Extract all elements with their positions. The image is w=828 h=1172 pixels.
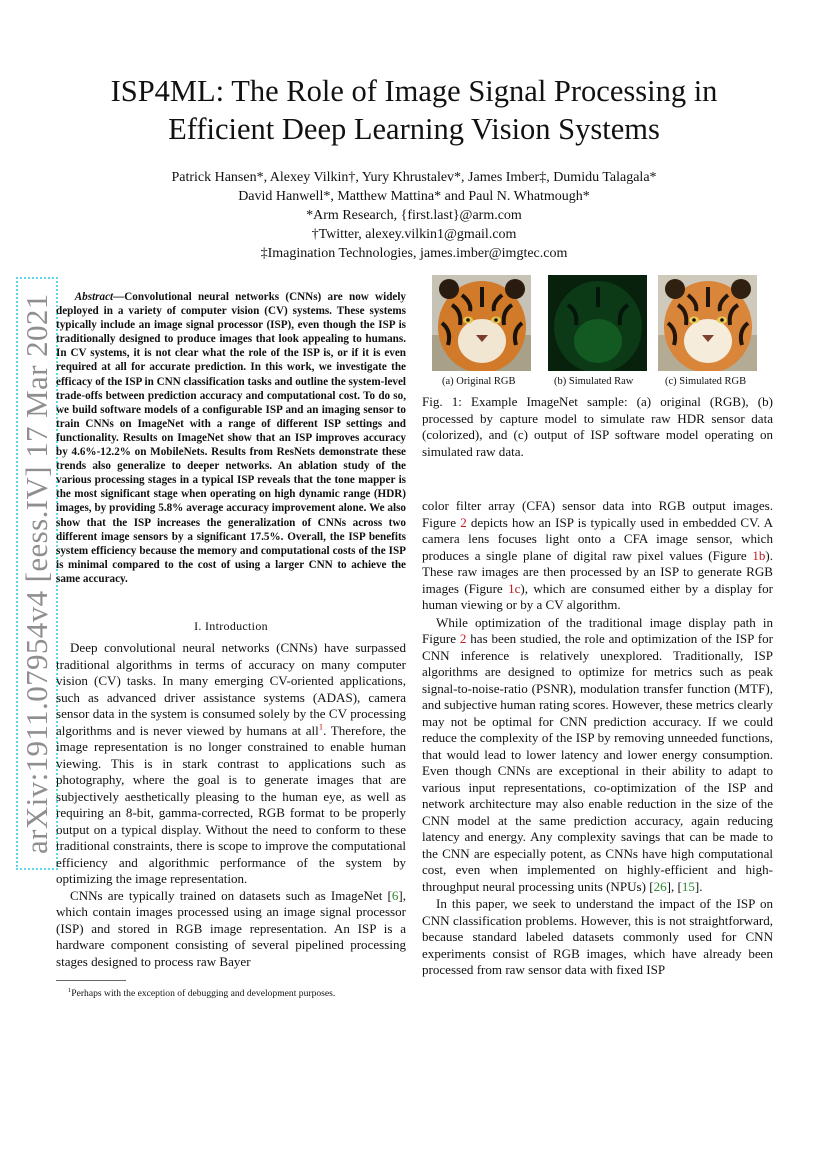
right-p1-text-b: depicts how an ISP is typically used in embedded CV. A camera lens focuses light onto a CFA image sensor, which produces a single plane of digital raw pixel values (Figure [422, 514, 773, 563]
right-p1-text-c: ). These raw images are then processed by an ISP to generate RGB images (Figure [422, 547, 773, 596]
right-p1-text-a: color filter array (CFA) sensor data into RGB output images. Figure [422, 498, 773, 530]
section-heading-introduction [56, 619, 406, 634]
abstract [56, 290, 406, 586]
figure-1c-link[interactable]: 1c [508, 580, 521, 596]
footnote-mark: 1 [68, 986, 72, 994]
footnote-text: Perhaps with the exception of debugging and development purposes. [71, 988, 336, 999]
intro-paragraph-1 [56, 640, 406, 888]
citation-6[interactable]: 6 [391, 887, 399, 903]
author-list-line-2: David Hanwell*, Matthew Mattina* and Paul N. Whatmough* [238, 189, 590, 204]
right-p1-text-d: ), which are consumed either by a display for human viewing or by a CV algorithm. [422, 580, 773, 612]
section-title: Introduction [205, 619, 268, 633]
intro-p1-text-a: Deep convolutional neural networks (CNNs) have surpassed traditional algorithms in terms of accuracy on many computer vision (CV) tasks. In many emerging CV-oriented applications, such as advanced driver assistance systems (ADAS), camera sensor data in the system is consumed solely by the CV processing algorithms and is never viewed by humans at all [56, 640, 406, 738]
right-paragraph-3: In this paper, we seek to understand the impact of the ISP on CNN classification problems. However, this is not straightforward, because standard labeled datasets commonly used for CNN experiments consist of RGB images, which have already been processed from raw sensor data with fixed ISP [422, 896, 773, 977]
subcaption-b: (b) Simulated Raw [554, 376, 634, 387]
paper-title-line-2: Efficient Deep Learning Vision Systems [168, 112, 660, 146]
intro-p2-text-a: CNNs are typically trained on datasets such as ImageNet [ [70, 887, 392, 903]
right-p2-text-a: While optimization of the traditional image display path in Figure [422, 614, 773, 646]
arxiv-identifier-stamp: arXiv:1911.07954v4 [eess.IV] 17 Mar 2021 [16, 277, 58, 870]
paper-title-line-1: ISP4ML: The Role of Image Signal Processing in [110, 74, 718, 108]
author-block [40, 168, 788, 263]
figure-2-link[interactable]: 2 [460, 514, 467, 530]
paper-title [40, 72, 788, 148]
subcaption-a: (a) Original RGB [442, 376, 516, 387]
right-p2-text-c: ], [ [666, 878, 682, 894]
abstract-lead: Abstract [74, 291, 114, 303]
tiger-simulated-rgb-image [658, 275, 757, 371]
left-column-body [56, 640, 406, 970]
footnote-1 [56, 988, 406, 1000]
affiliation-twitter: †Twitter, alexey.vilkin1@gmail.com [311, 227, 517, 242]
footnote-divider [56, 980, 126, 981]
subcaption-c: (c) Simulated RGB [665, 376, 747, 387]
figure-1-images [432, 275, 782, 375]
figure-1-caption: Fig. 1: Example ImageNet sample: (a) original (RGB), (b) processed by capture model to simulate raw HDR sensor data (colorized), and (c) output of ISP software model operating on simulated raw data. [422, 394, 773, 459]
footnote-marker-1[interactable]: 1 [318, 721, 324, 732]
intro-p2-text-b: ], which contain images processed using an image signal processor (ISP) and stored in RGB image representation. An ISP is a hardware component consisting of several pipelined processing stages designed to process raw Bayer [56, 887, 406, 969]
affiliation-arm: *Arm Research, {first.last}@arm.com [306, 208, 522, 223]
figure-2-link-second[interactable]: 2 [459, 631, 467, 646]
right-p2-text-b: has been studied, the role and optimization of the ISP for CNN inference is relatively unexplored. Traditionally, ISP algorithms are designed to optimize for metrics such as peak signal-to-noise-ratio (PSNR), modulation transfer function (MTF), and subjective human rating scores. However, these metrics clearly may not be optimal for CNN prediction accuracy. If we could reduce the complexity of the ISP by removing unneeded functions, that would lead to lower latency and lower energy consumption. Even though CNNs are exceptional in their ability to adapt to various input representations, co-optimization of the ISP and network architecture may also enable reduction in the size of the CNN model at the same prediction accuracy, again reducing latency and energy. Any complexity savings that can be made to the CNN are especially potent, as CNNs have high computational cost, even when implemented on highly-efficient and high-throughput neural processing units (NPUs) [ [422, 631, 773, 894]
tiger-original-rgb-image [432, 275, 531, 371]
figure-1b-link[interactable]: 1b [752, 547, 766, 563]
affiliation-imagination: ‡Imagination Technologies, james.imber@imgtec.com [260, 246, 568, 261]
intro-p1-text-b: . Therefore, the image representation is no longer constrained to enable human viewing. This is in stark contrast to applications such as photography, where the goal is to generate images that are subjectively aesthetically pleasing to the human eye, as well as requiring an 8-bit, gamma-corrected, RGB format to be properly output on a typical display. Without the need to conform to these traditional constraints, there is scope to improve the computational efficiency and algorithmic performance of the system by optimizing the image representation. [56, 722, 406, 886]
right-column-body [422, 498, 773, 980]
tiger-simulated-raw-image [548, 275, 647, 371]
abstract-text: —Convolutional neural networks (CNNs) are now widely deployed in a variety of computer vision (CV) systems. These systems typically include an image signal processor (ISP), even though the ISP is traditionally designed to produce images that look appealing to humans. In CV systems, it is not clear what the role of the ISP is, or if it is even required at all for accurate prediction. In this work, we investigate the efficacy of the ISP in CNN classification tasks and outline the system-level trade-offs between prediction accuracy and computational cost. To do so, we build software models of a configurable ISP and an imaging sensor to train CNNs on ImageNet with a range of different ISP settings and functionality. Results on ImageNet show that an ISP improves accuracy by 4.6%-12.2% on MobileNets. Results from ResNets demonstrate these trends also generalize to deeper networks. An ablation study of the various processing stages in a typical ISP reveals that the tone mapper is the most significant stage when operating on high dynamic range (HDR) images, by providing 5.8% average accuracy improvement alone. We also show that the ISP increases the generalization of CNNs across two different image sensors by a significant 17.5%. Overall, the ISP benefits system efficiency because the memory and computational costs of the ISP is minimal compared to the cost of using a larger CNN to achieve the same accuracy. [56, 291, 406, 585]
citation-26[interactable]: 26 [653, 878, 667, 894]
right-paragraph-2 [422, 615, 773, 896]
intro-paragraph-2 [56, 888, 406, 971]
right-p2-text-d: ]. [694, 878, 703, 894]
author-list-line-1: Patrick Hansen*, Alexey Vilkin†, Yury Khrustalev*, James Imber‡, Dumidu Talagala* [171, 170, 657, 185]
right-paragraph-1 [422, 498, 773, 614]
citation-15[interactable]: 15 [681, 878, 695, 894]
section-number: I. [194, 619, 202, 633]
